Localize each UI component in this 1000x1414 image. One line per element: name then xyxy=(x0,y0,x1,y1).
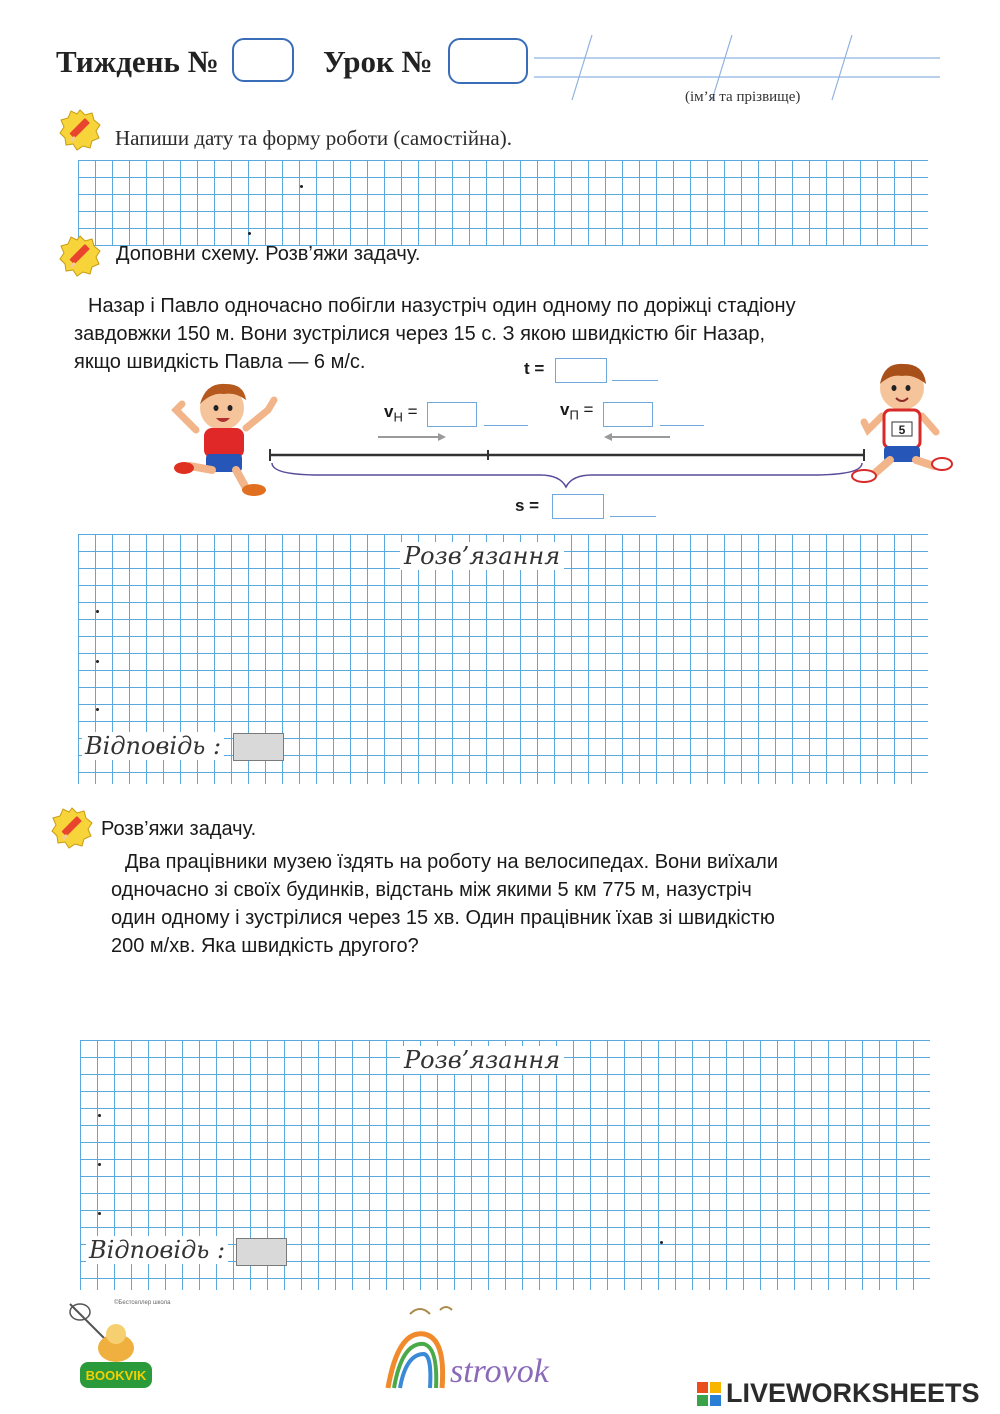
task3-solution-title: Розв’язання xyxy=(400,1046,564,1074)
pencil-icon xyxy=(58,234,102,278)
ostrovok-logo xyxy=(380,1300,600,1395)
task2-problem-line: якщо швидкість Павла — 6 м/с. xyxy=(74,351,366,373)
grid-mark xyxy=(96,610,99,613)
grid-mark xyxy=(660,1241,663,1244)
distance-unit-input[interactable] xyxy=(610,508,656,517)
task2-answer-label: Відповідь : xyxy=(82,732,224,760)
task3-problem-line: один одному і зустрілися через 15 хв. Один працівник їхав зі швидкістю xyxy=(111,907,775,929)
pencil-icon xyxy=(58,108,102,152)
time-input[interactable] xyxy=(555,358,607,383)
liveworksheets-text: LIVEWORKSHEETS xyxy=(726,1378,980,1408)
grid-mark xyxy=(96,708,99,711)
ostrovok-text: strovok xyxy=(450,1353,549,1390)
pavlo-speed-label: $v_П$ = xyxy=(560,400,594,423)
task1-grid[interactable] xyxy=(78,160,928,246)
pencil-icon xyxy=(50,806,94,850)
equals-sign: = xyxy=(407,402,418,421)
copyright-small: ©Бестселлер школа xyxy=(114,1300,171,1306)
runner-boy-left-illustration xyxy=(166,370,286,500)
bookvik-text: BOOKVIK xyxy=(85,1368,147,1383)
grid-mark xyxy=(248,232,251,235)
lesson-label: Урок № xyxy=(323,44,433,79)
task3-problem-line: Два працівники музею їздять на роботу на велосипедах. Вони виїхали xyxy=(125,851,779,873)
lesson-number-input[interactable] xyxy=(448,38,528,84)
task3-answer-input[interactable] xyxy=(236,1238,287,1266)
task2-problem-line: Назар і Павло одночасно побігли назустріч один одному по доріжці стадіону xyxy=(88,295,796,317)
time-label: t = xyxy=(524,359,545,378)
ostrovok-initial: O xyxy=(384,1388,385,1389)
equals-sign: = xyxy=(583,400,594,419)
task2-instruction: Доповни схему. Розв’яжи задачу. xyxy=(116,243,421,265)
nazar-speed-subscript: Н xyxy=(393,409,403,425)
nazar-speed-label: $v_Н$ = xyxy=(384,402,418,425)
pavlo-speed-subscript: П xyxy=(569,407,579,423)
task3-answer-label: Відповідь : xyxy=(86,1236,228,1264)
distance-scheme xyxy=(260,425,880,495)
grid-mark xyxy=(98,1114,101,1117)
shirt-number: 5 xyxy=(898,423,906,437)
grid-mark xyxy=(98,1163,101,1166)
week-number-input[interactable] xyxy=(232,38,294,82)
nazar-speed-input[interactable] xyxy=(427,402,477,427)
liveworksheets-logo xyxy=(696,1378,980,1409)
task3-problem-line: 200 м/хв. Яка швидкість другого? xyxy=(111,935,419,957)
pavlo-speed-input[interactable] xyxy=(603,402,653,427)
task2-answer-input[interactable] xyxy=(233,733,284,761)
distance-input[interactable] xyxy=(552,494,604,519)
grid-mark xyxy=(96,660,99,663)
liveworksheets-icon xyxy=(696,1381,722,1407)
runner-boy-right-illustration xyxy=(846,356,956,486)
name-caption: (ім’я та прізвище) xyxy=(685,89,801,105)
grid-mark xyxy=(300,185,303,188)
grid-mark xyxy=(98,1212,101,1215)
week-label: Тиждень № xyxy=(56,44,219,79)
name-writing-lines[interactable] xyxy=(532,30,942,120)
time-unit-input[interactable] xyxy=(612,372,658,381)
distance-label: s = xyxy=(515,496,540,515)
task2-problem-line: завдовжки 150 м. Вони зустрілися через 15 с. З якою швидкістю біг Назар, xyxy=(74,323,766,345)
task3-instruction: Розв’яжи задачу. xyxy=(101,818,257,840)
task2-solution-title: Розв’язання xyxy=(400,542,564,570)
task3-problem-line: одночасно зі своїх будинків, відстань між якими 5 км 775 м, назустріч xyxy=(111,879,752,901)
bookvik-logo xyxy=(66,1300,166,1392)
task1-instruction: Напиши дату та форму роботи (самостійна). xyxy=(115,126,512,150)
